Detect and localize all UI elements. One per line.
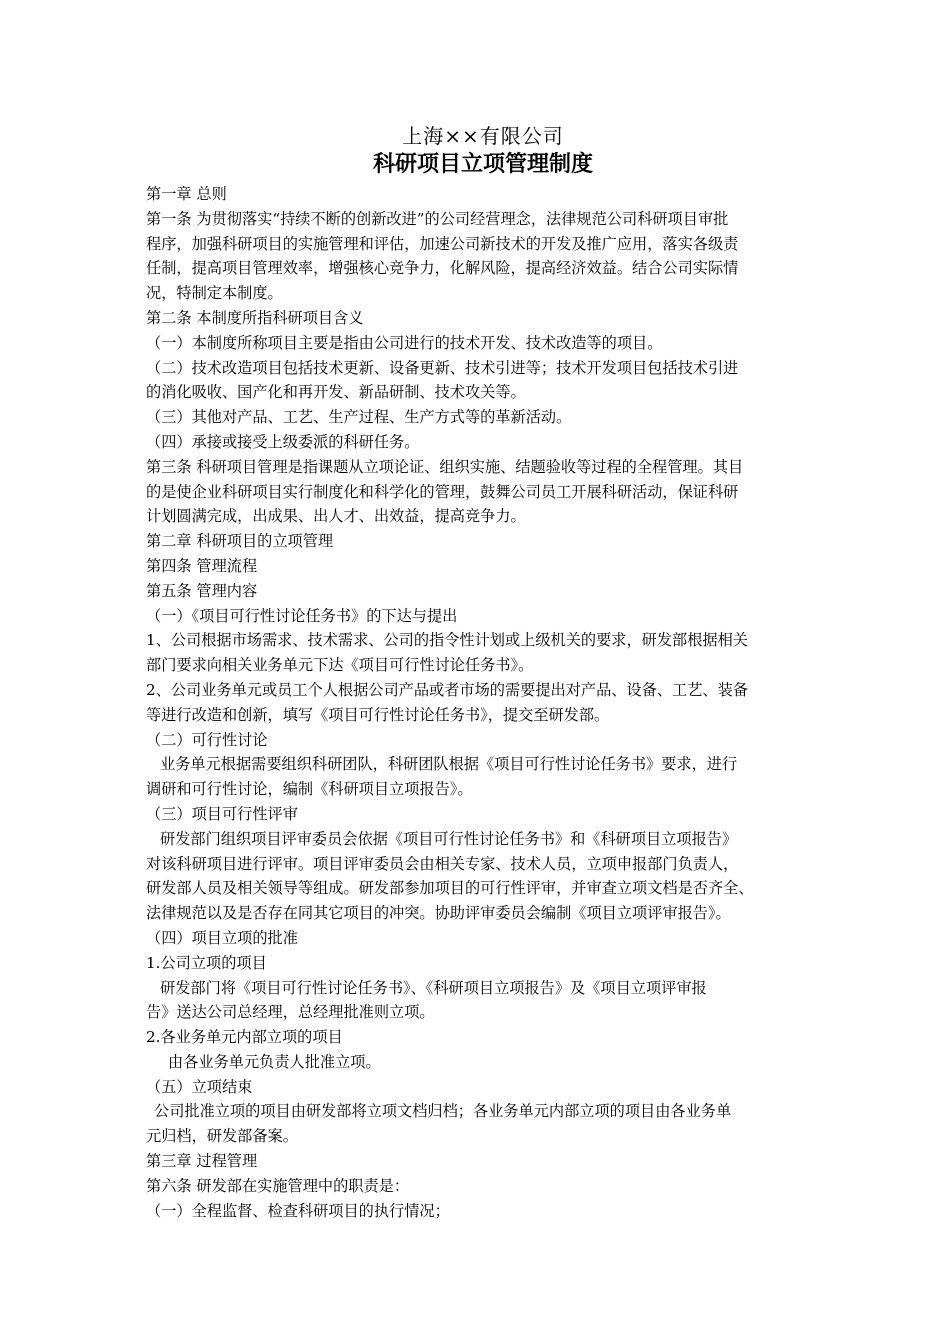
section-heading: （一）全程监督、检查科研项目的执行情况； [146, 1201, 450, 1220]
article-3-line: 第三条 科研项目管理是指课题从立项论证、组织实施、结题验收等过程的全程管理。其目 [146, 457, 744, 476]
article-2-item: （二）技术改造项目包括技术更新、设备更新、技术引进等；技术开发项目包括技术引进 [146, 358, 739, 377]
paragraph-line: 业务单元根据需要组织科研团队，科研团队根据《项目可行性讨论任务书》要求，进行 [160, 755, 738, 774]
paragraph-line: 法律规范以及是否存在同其它项目的冲突。协助评审委员会编制《项目立项评审报告》。 [146, 904, 731, 923]
article-2-item: （一）本制度所称项目主要是指由公司进行的技术开发、技术改造等的项目。 [146, 333, 663, 352]
paragraph-line: 调研和可行性讨论，编制《科研项目立项报告》。 [146, 780, 473, 799]
paragraph-line: 公司批准立项的项目由研发部将立项文档归档；各业务单元内部立项的项目由各业务单 [154, 1102, 732, 1121]
paragraph-line: 研发部人员及相关领导等组成。研发部参加项目的可行性评审，并审查立项文档是否齐全、 [146, 879, 754, 898]
subsection-heading: 2.各业务单元内部立项的项目 [146, 1028, 343, 1047]
article-1-line: 况，特制定本制度。 [146, 284, 283, 303]
article-2-item: 的消化吸收、国产化和再开发、新品研制、技术攻关等。 [146, 383, 526, 402]
article-2-heading: 第二条 本制度所指科研项目含义 [146, 308, 364, 327]
paragraph-line: 1、公司根据市场需求、技术需求、公司的指令性计划或上级机关的要求，研发部根据相关 [146, 631, 748, 650]
paragraph-line: 研发部门将《项目可行性讨论任务书》、《科研项目立项报告》及《项目立项评审报 [160, 978, 707, 997]
document-body [146, 122, 812, 1223]
paragraph-line: 2、公司业务单元或员工个人根据公司产品或者市场的需要提出对产品、设备、工艺、装备 [146, 680, 748, 699]
article-6-heading: 第六条 研发部在实施管理中的职责是： [146, 1176, 410, 1195]
chapter-1-heading: 第一章 总则 [146, 185, 227, 203]
article-1-line: 第一条 为贯彻落实“持续不断的创新改进”的公司经营理念，法律规范公司科研项目审批 [146, 209, 729, 228]
paragraph-line: 元归档，研发部备案。 [146, 1127, 298, 1146]
document-title: 科研项目立项管理制度 [372, 152, 593, 177]
section-heading: （二）可行性讨论 [146, 730, 268, 749]
article-3-line: 计划圆满完成，出成果、出人才、出效益，提高竞争力。 [146, 507, 526, 526]
subsection-heading: 1.公司立项的项目 [146, 953, 267, 972]
paragraph-line: 等进行改造和创新，填写《项目可行性讨论任务书》，提交至研发部。 [146, 705, 610, 724]
section-heading: （五）立项结束 [146, 1077, 253, 1096]
company-name: 上海××有限公司 [402, 124, 564, 148]
section-heading: （四）项目立项的批准 [146, 928, 298, 947]
section-heading: （一）《项目可行性讨论任务书》的下达与提出 [146, 606, 458, 625]
chapter-2-heading: 第二章 科研项目的立项管理 [146, 532, 334, 551]
article-4-heading: 第四条 管理流程 [146, 556, 258, 575]
section-heading: （三）项目可行性评审 [146, 804, 298, 823]
article-1-line: 任制，提高项目管理效率，增强核心竞争力，化解风险，提高经济效益。结合公司实际情 [146, 259, 739, 278]
article-5-heading: 第五条 管理内容 [146, 581, 258, 600]
paragraph-line: 告》送达公司总经理，总经理批准则立项。 [146, 1003, 435, 1022]
paragraph-line: 对该科研项目进行评审。项目评审委员会由相关专家、技术人员，立项申报部门负责人， [146, 854, 739, 873]
chapter-3-heading: 第三章 过程管理 [146, 1152, 258, 1171]
article-2-item: （四）承接或接受上级委派的科研任务。 [146, 432, 420, 451]
paragraph-line: 研发部门组织项目评审委员会依据《项目可行性讨论任务书》和《科研项目立项报告》 [160, 829, 738, 848]
article-2-item: （三）其他对产品、工艺、生产过程、生产方式等的革新活动。 [146, 408, 572, 427]
paragraph-line: 部门要求向相关业务单元下达《项目可行性讨论任务书》。 [146, 656, 534, 675]
paragraph-line: 由各业务单元负责人批准立项。 [168, 1052, 381, 1071]
article-1-line: 程序，加强科研项目的实施管理和评估，加速公司新技术的开发及推广应用，落实各级责 [146, 234, 739, 253]
article-3-line: 的是使企业科研项目实行制度化和科学化的管理，鼓舞公司员工开展科研活动，保证科研 [146, 482, 739, 501]
